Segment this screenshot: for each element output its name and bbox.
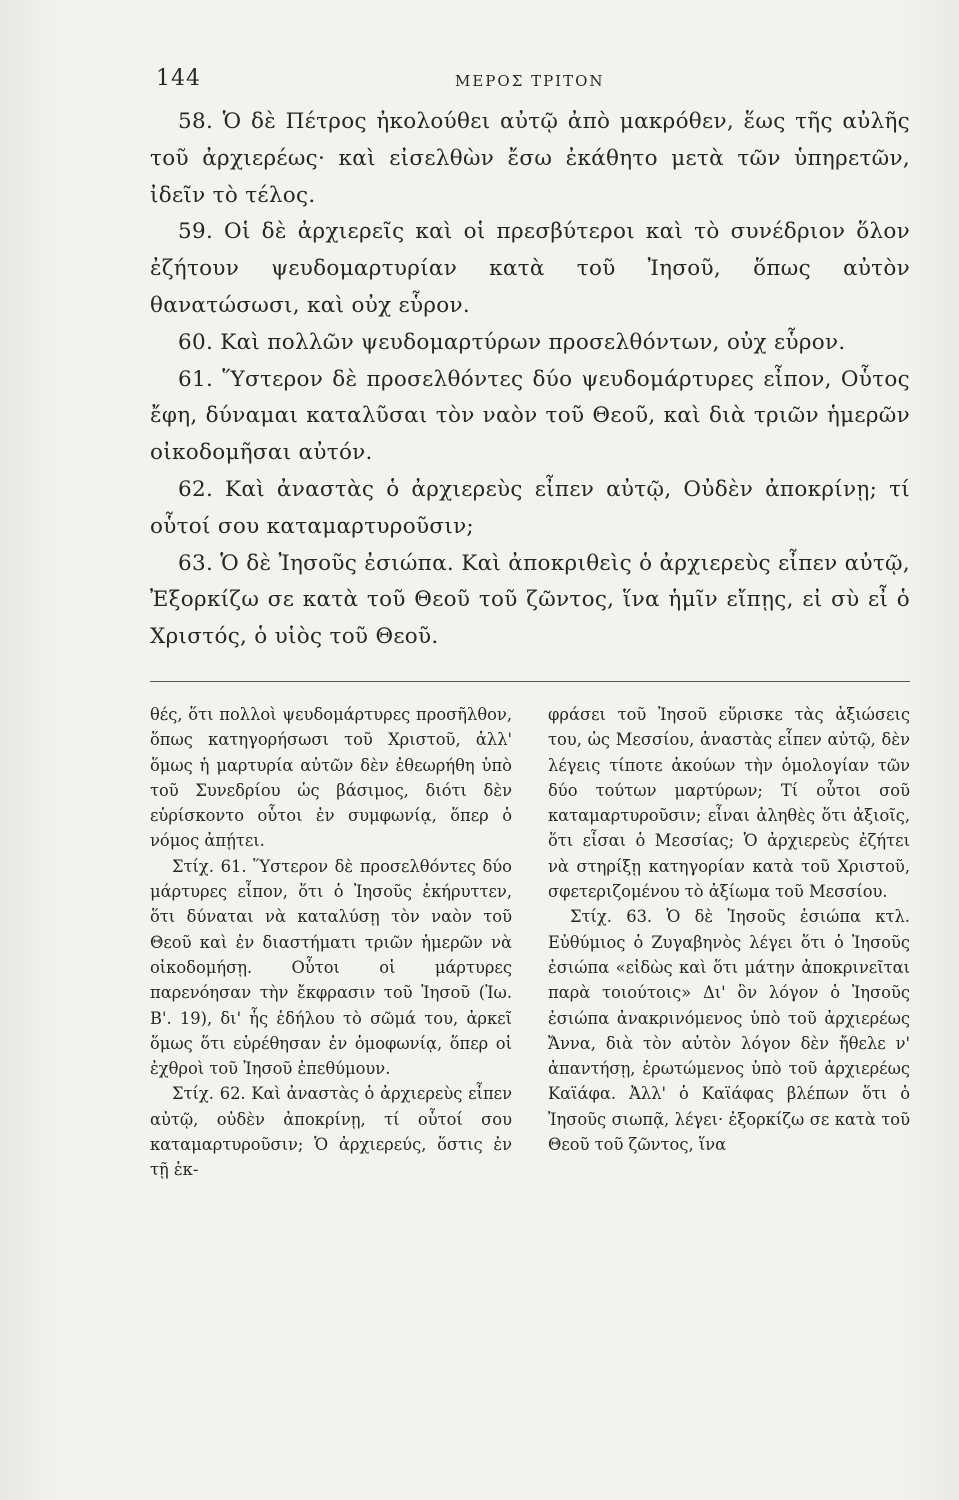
commentary-left-column [150, 702, 512, 1183]
page-header [150, 66, 910, 96]
verse-58: 58. Ὁ δὲ Πέτρος ἠκολούθει αὐτῷ ἀπὸ μακρόθεν, ἕως τῆς αὐλῆς τοῦ ἀρχιερέως· καὶ εἰσελθὼν ἔσω ἐκάθητο μετὰ τῶν ὑπηρετῶν, ἰδεῖν τὸ τέλος. [150, 109, 910, 208]
verse-62: 62. Καὶ ἀναστὰς ὁ ἀρχιερεὺς εἶπεν αὐτῷ, Οὐδὲν ἀποκρίνῃ; τί οὗτοί σου καταμαρτυροῦσιν; [150, 476, 910, 539]
page-number: 144 [156, 66, 201, 91]
running-head: ΜΕΡΟΣ ΤΡΙΤΟΝ [455, 72, 605, 90]
commentary-paragraph: Στίχ. 62. Καὶ ἀναστὰς ὁ ἀρχιερεὺς εἶπεν αὐτῷ, οὐδὲν ἀποκρίνῃ, τί οὗτοί σου καταμαρτυροῦσιν; Ὁ ἀρχιερεύς, ὅστις ἐν τῇ ἐκ- [150, 1084, 512, 1180]
commentary-paragraph: Στίχ. 63. Ὁ δὲ Ἰησοῦς ἐσιώπα κτλ. Εὐθύμιος ὁ Ζυγαβηνὸς λέγει ὅτι ὁ Ἰησοῦς ἐσιώπα «εἰδὼς καὶ ὅτι μάτην ἀποκρινεῖται παρὰ τοιούτοις» Δι' ὃν λόγον ὁ Ἰησοῦς ἐσιώπα ἀνακρινόμενος ὑπὸ τοῦ ἀρχιερέως Ἄννα, διὰ τὸν αὐτὸν λόγον δὲν ἤθελε ν' ἀπαντήσῃ, ἐρωτώμενος ὑπὸ τοῦ ἀρχιερέως Καϊάφα. Ἀλλ' ὁ Καϊάφας βλέπων ὅτι ὁ Ἰησοῦς σιωπᾷ, λέγει· ἐξορκίζω σε κατὰ τοῦ Θεοῦ τοῦ ζῶντος, ἵνα [548, 907, 910, 1155]
commentary [150, 702, 910, 1183]
verse-59: 59. Οἱ δὲ ἀρχιερεῖς καὶ οἱ πρεσβύτεροι καὶ τὸ συνέδριον ὅλον ἐζήτουν ψευδομαρτυρίαν κατὰ τοῦ Ἰησοῦ, ὅπως αὐτὸν θανατώσωσι, καὶ οὐχ εὗρον. [150, 219, 910, 318]
commentary-paragraph: Στίχ. 61. Ὕστερον δὲ προσελθόντες δύο μάρτυρες εἶπον, ὅτι ὁ Ἰησοῦς ἐκήρυττεν, ὅτι δύναται νὰ καταλύσῃ τὸν ναὸν τοῦ Θεοῦ καὶ ἐν διαστήματι τριῶν ἡμερῶν νὰ οἰκοδομήσῃ. Οὗτοι οἱ μάρτυρες παρενόησαν τὴν ἔκφρασιν τοῦ Ἰησοῦ (Ἰω. Β'. 19), δι' ἧς ἐδήλου τὸ σῶμά του, ἀρκεῖ ὅμως ὅτι εὑρέθησαν ἐν ὁμοφωνίᾳ, ὅπερ οἱ ἐχθροὶ τοῦ Ἰησοῦ ἐπεθύμουν. [150, 856, 512, 1079]
commentary-paragraph: φράσει τοῦ Ἰησοῦ εὕρισκε τὰς ἀξιώσεις του, ὡς Μεσσίου, ἀναστὰς εἶπεν αὐτῷ, δὲν λέγεις τίποτε ἀκούων τὴν ὁμολογίαν τῶν δύο τούτων μαρτύρων; Τί οὗτοι σοῦ καταμαρτυροῦσιν; εἶναι ἀληθὲς ὅτι ἀξιοῖς, ὅτι εἶσαι ὁ Μεσσίας; Ὁ ἀρχιερεὺς ἐζήτει νὰ στηρίξῃ κατηγορίαν κατὰ τοῦ Χριστοῦ, σφετεριζομένου τὸ ἀξίωμα τοῦ Μεσσίου. [548, 705, 910, 902]
verse-60: 60. Καὶ πολλῶν ψευδομαρτύρων προσελθόντων, οὐχ εὗρον. [178, 329, 846, 355]
footnote-divider [150, 681, 910, 682]
scripture-text [150, 104, 910, 656]
commentary-paragraph: θές, ὅτι πολλοὶ ψευδομάρτυρες προσῆλθον, ὅπως κατηγορήσωσι τοῦ Χριστοῦ, ἀλλ' ὅμως ἡ μαρτυρία αὐτῶν δὲν ἐθεωρήθη ὑπὸ τοῦ Συνεδρίου ὡς βάσιμος, διότι δὲν εὑρίσκοντο οὗτοι ἐν συμφωνίᾳ, ὅπερ ὁ νόμος ἀπῄτει. [150, 705, 512, 851]
commentary-right-column [548, 702, 910, 1183]
verse-63: 63. Ὁ δὲ Ἰησοῦς ἐσιώπα. Καὶ ἀποκριθεὶς ὁ ἀρχιερεὺς εἶπεν αὐτῷ, Ἐξορκίζω σε κατὰ τοῦ Θεοῦ τοῦ ζῶντος, ἵνα ἡμῖν εἴπῃς, εἰ σὺ εἶ ὁ Χριστός, ὁ υἱὸς τοῦ Θεοῦ. [150, 550, 910, 650]
verse-61: 61. Ὕστερον δὲ προσελθόντες δύο ψευδομάρτυρες εἶπον, Οὗτος ἔφη, δύναμαι καταλῦσαι τὸν ναὸν τοῦ Θεοῦ, καὶ διὰ τριῶν ἡμερῶν οἰκοδομῆσαι αὐτόν. [150, 366, 910, 466]
